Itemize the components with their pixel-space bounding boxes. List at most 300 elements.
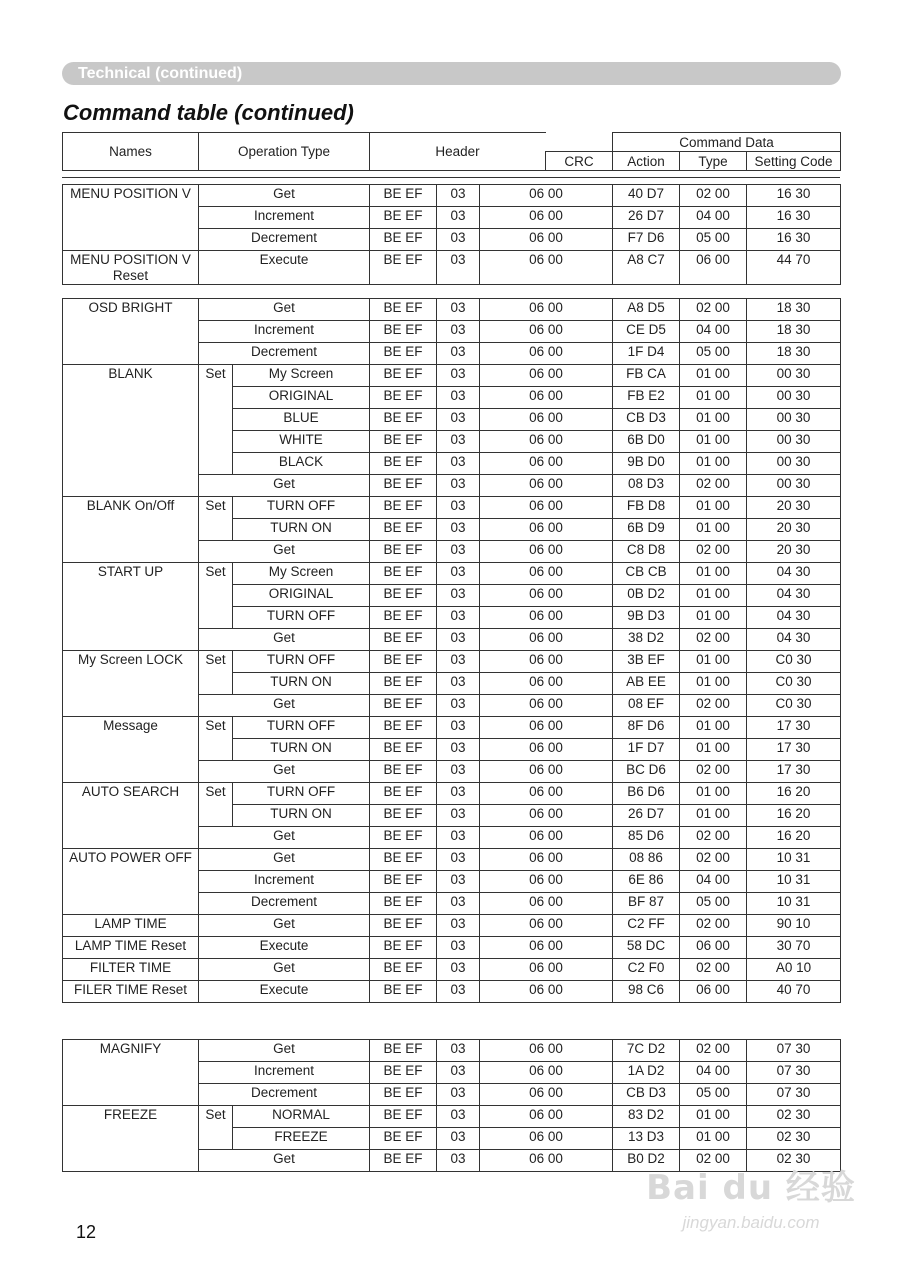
operation-value: TURN OFF bbox=[233, 783, 370, 805]
type-value: 20 30 bbox=[747, 541, 841, 563]
header-byte-3: 06 00 bbox=[480, 1040, 613, 1062]
operation-value: My Screen bbox=[233, 365, 370, 387]
header-byte-1: BE EF bbox=[370, 1128, 437, 1150]
table-row bbox=[63, 717, 841, 739]
header-byte-3: 06 00 bbox=[480, 1106, 613, 1128]
header-byte-2: 03 bbox=[437, 739, 480, 761]
type-value: 10 31 bbox=[747, 893, 841, 915]
action-value: 01 00 bbox=[680, 387, 747, 409]
action-value: 01 00 bbox=[680, 783, 747, 805]
type-value: 00 30 bbox=[747, 453, 841, 475]
type-value: 07 30 bbox=[747, 1062, 841, 1084]
header-byte-1: BE EF bbox=[370, 541, 437, 563]
header-byte-2: 03 bbox=[437, 1150, 480, 1172]
header-byte-1: BE EF bbox=[370, 387, 437, 409]
operation-value: Get bbox=[199, 827, 370, 849]
header-byte-3: 06 00 bbox=[480, 585, 613, 607]
header-byte-3: 06 00 bbox=[480, 409, 613, 431]
type-header: Type bbox=[680, 152, 747, 171]
header-byte-2: 03 bbox=[437, 871, 480, 893]
crc-value: BF 87 bbox=[613, 893, 680, 915]
crc-value: 6B D0 bbox=[613, 431, 680, 453]
action-value: 01 00 bbox=[680, 1106, 747, 1128]
operation-value: WHITE bbox=[233, 431, 370, 453]
action-value: 02 00 bbox=[680, 475, 747, 497]
type-value: 17 30 bbox=[747, 761, 841, 783]
header-header: Header bbox=[370, 133, 546, 171]
header-byte-1: BE EF bbox=[370, 1040, 437, 1062]
table-row bbox=[63, 981, 841, 1003]
header-byte-1: BE EF bbox=[370, 629, 437, 651]
header-byte-3: 06 00 bbox=[480, 915, 613, 937]
operation-value: TURN ON bbox=[233, 739, 370, 761]
crc-value: C8 D8 bbox=[613, 541, 680, 563]
header-byte-3: 06 00 bbox=[480, 783, 613, 805]
header-byte-1: BE EF bbox=[370, 739, 437, 761]
type-value: A0 10 bbox=[747, 959, 841, 981]
header-byte-1: BE EF bbox=[370, 365, 437, 387]
crc-value: 98 C6 bbox=[613, 981, 680, 1003]
header-divider bbox=[62, 177, 840, 178]
crc-value: 40 D7 bbox=[613, 185, 680, 207]
set-label: Set bbox=[199, 365, 233, 475]
header-byte-2: 03 bbox=[437, 387, 480, 409]
table-row bbox=[63, 185, 841, 207]
header-byte-2: 03 bbox=[437, 1062, 480, 1084]
setting-code-header: Setting Code bbox=[747, 152, 841, 171]
header-byte-2: 03 bbox=[437, 893, 480, 915]
action-value: 02 00 bbox=[680, 761, 747, 783]
header-byte-2: 03 bbox=[437, 607, 480, 629]
header-byte-3: 06 00 bbox=[480, 827, 613, 849]
header-byte-1: BE EF bbox=[370, 893, 437, 915]
crc-value: CB D3 bbox=[613, 1084, 680, 1106]
crc-value: 0B D2 bbox=[613, 585, 680, 607]
action-value: 02 00 bbox=[680, 1040, 747, 1062]
type-value: 04 30 bbox=[747, 585, 841, 607]
command-name: BLANK On/Off bbox=[63, 497, 199, 563]
set-label: Set bbox=[199, 783, 233, 827]
command-table bbox=[62, 298, 841, 1003]
table-row bbox=[63, 849, 841, 871]
set-label: Set bbox=[199, 1106, 233, 1150]
watermark bbox=[646, 1160, 856, 1250]
header-byte-1: BE EF bbox=[370, 321, 437, 343]
header-byte-2: 03 bbox=[437, 299, 480, 321]
header-byte-2: 03 bbox=[437, 805, 480, 827]
crc-value: 1F D4 bbox=[613, 343, 680, 365]
crc-value: C2 F0 bbox=[613, 959, 680, 981]
header-byte-2: 03 bbox=[437, 519, 480, 541]
action-value: 01 00 bbox=[680, 673, 747, 695]
header-byte-3: 06 00 bbox=[480, 1084, 613, 1106]
crc-value: 26 D7 bbox=[613, 207, 680, 229]
type-value: 18 30 bbox=[747, 321, 841, 343]
operation-value: Get bbox=[199, 695, 370, 717]
header-byte-1: BE EF bbox=[370, 343, 437, 365]
header-byte-3: 06 00 bbox=[480, 893, 613, 915]
header-byte-3: 06 00 bbox=[480, 937, 613, 959]
action-value: 02 00 bbox=[680, 915, 747, 937]
crc-value: 08 86 bbox=[613, 849, 680, 871]
type-value: 18 30 bbox=[747, 343, 841, 365]
header-byte-3: 06 00 bbox=[480, 453, 613, 475]
action-value: 01 00 bbox=[680, 607, 747, 629]
crc-header: CRC bbox=[546, 152, 613, 171]
header-byte-2: 03 bbox=[437, 673, 480, 695]
header-byte-1: BE EF bbox=[370, 585, 437, 607]
header-byte-2: 03 bbox=[437, 1128, 480, 1150]
header-byte-3: 06 00 bbox=[480, 1062, 613, 1084]
header-byte-1: BE EF bbox=[370, 761, 437, 783]
header-byte-1: BE EF bbox=[370, 717, 437, 739]
header-byte-3: 06 00 bbox=[480, 207, 613, 229]
crc-value: A8 D5 bbox=[613, 299, 680, 321]
header-byte-1: BE EF bbox=[370, 1062, 437, 1084]
crc-value: 13 D3 bbox=[613, 1128, 680, 1150]
header-byte-2: 03 bbox=[437, 1040, 480, 1062]
section-title: Technical (continued) bbox=[78, 65, 243, 82]
operation-value: ORIGINAL bbox=[233, 585, 370, 607]
header-byte-3: 06 00 bbox=[480, 365, 613, 387]
page-title: Command table (continued) bbox=[63, 100, 354, 125]
header-byte-1: BE EF bbox=[370, 915, 437, 937]
type-value: 16 30 bbox=[747, 207, 841, 229]
table-row bbox=[63, 1040, 841, 1062]
type-value: 16 20 bbox=[747, 827, 841, 849]
header-byte-2: 03 bbox=[437, 497, 480, 519]
set-label: Set bbox=[199, 651, 233, 695]
crc-value: 9B D0 bbox=[613, 453, 680, 475]
table-row bbox=[63, 915, 841, 937]
page-number: 12 bbox=[76, 1222, 97, 1242]
command-name: FILER TIME Reset bbox=[63, 981, 199, 1003]
type-value: 16 20 bbox=[747, 805, 841, 827]
header-byte-1: BE EF bbox=[370, 1084, 437, 1106]
type-value: 04 30 bbox=[747, 563, 841, 585]
action-value: 01 00 bbox=[680, 1128, 747, 1150]
names-header: Names bbox=[63, 133, 199, 171]
table-row bbox=[63, 1106, 841, 1128]
operation-value: Increment bbox=[199, 1062, 370, 1084]
action-value: 02 00 bbox=[680, 959, 747, 981]
action-value: 05 00 bbox=[680, 343, 747, 365]
type-value: 16 30 bbox=[747, 229, 841, 251]
type-value: 18 30 bbox=[747, 299, 841, 321]
operation-value: TURN ON bbox=[233, 805, 370, 827]
operation-value: TURN OFF bbox=[233, 497, 370, 519]
header-byte-1: BE EF bbox=[370, 409, 437, 431]
action-value: 02 00 bbox=[680, 849, 747, 871]
type-value: 00 30 bbox=[747, 431, 841, 453]
header-byte-2: 03 bbox=[437, 185, 480, 207]
header-byte-2: 03 bbox=[437, 475, 480, 497]
table-row bbox=[63, 251, 841, 285]
table-row bbox=[63, 299, 841, 321]
command-name: START UP bbox=[63, 563, 199, 651]
type-value: 10 31 bbox=[747, 871, 841, 893]
header-byte-2: 03 bbox=[437, 761, 480, 783]
crc-value: 83 D2 bbox=[613, 1106, 680, 1128]
command-data-header: Command Data bbox=[613, 133, 841, 152]
table-row bbox=[63, 365, 841, 387]
crc-value: B6 D6 bbox=[613, 783, 680, 805]
operation-value: Decrement bbox=[199, 1084, 370, 1106]
command-name: LAMP TIME bbox=[63, 915, 199, 937]
header-byte-1: BE EF bbox=[370, 871, 437, 893]
command-name: MAGNIFY bbox=[63, 1040, 199, 1106]
header-byte-2: 03 bbox=[437, 563, 480, 585]
action-value: 01 00 bbox=[680, 585, 747, 607]
header-byte-3: 06 00 bbox=[480, 651, 613, 673]
operation-value: Get bbox=[199, 185, 370, 207]
crc-value: 9B D3 bbox=[613, 607, 680, 629]
operation-value: Get bbox=[199, 1040, 370, 1062]
operation-value: NORMAL bbox=[233, 1106, 370, 1128]
header-byte-3: 06 00 bbox=[480, 717, 613, 739]
type-value: 20 30 bbox=[747, 497, 841, 519]
header-byte-3: 06 00 bbox=[480, 475, 613, 497]
table-row bbox=[63, 497, 841, 519]
operation-value: TURN ON bbox=[233, 673, 370, 695]
header-byte-1: BE EF bbox=[370, 299, 437, 321]
header-byte-1: BE EF bbox=[370, 827, 437, 849]
operation-value: FREEZE bbox=[233, 1128, 370, 1150]
operation-type-header: Operation Type bbox=[199, 133, 370, 171]
action-value: 05 00 bbox=[680, 893, 747, 915]
crc-value: CB CB bbox=[613, 563, 680, 585]
type-value: C0 30 bbox=[747, 651, 841, 673]
header-byte-3: 06 00 bbox=[480, 1128, 613, 1150]
crc-value: CE D5 bbox=[613, 321, 680, 343]
header-byte-1: BE EF bbox=[370, 805, 437, 827]
header-byte-3: 06 00 bbox=[480, 321, 613, 343]
header-byte-3: 06 00 bbox=[480, 871, 613, 893]
command-name: FREEZE bbox=[63, 1106, 199, 1172]
type-value: 00 30 bbox=[747, 475, 841, 497]
crc-value: 38 D2 bbox=[613, 629, 680, 651]
header-byte-1: BE EF bbox=[370, 497, 437, 519]
action-value: 01 00 bbox=[680, 651, 747, 673]
header-byte-2: 03 bbox=[437, 937, 480, 959]
header-byte-2: 03 bbox=[437, 959, 480, 981]
header-byte-3: 06 00 bbox=[480, 229, 613, 251]
header-byte-1: BE EF bbox=[370, 563, 437, 585]
table-row bbox=[63, 651, 841, 673]
header-byte-2: 03 bbox=[437, 1106, 480, 1128]
header-byte-2: 03 bbox=[437, 585, 480, 607]
crc-value: 85 D6 bbox=[613, 827, 680, 849]
header-byte-2: 03 bbox=[437, 431, 480, 453]
action-value: 01 00 bbox=[680, 497, 747, 519]
action-value: 01 00 bbox=[680, 519, 747, 541]
command-name: MENU POSITION V bbox=[63, 185, 199, 251]
header-byte-3: 06 00 bbox=[480, 849, 613, 871]
action-value: 02 00 bbox=[680, 695, 747, 717]
type-value: 17 30 bbox=[747, 717, 841, 739]
header-byte-2: 03 bbox=[437, 717, 480, 739]
command-name: AUTO POWER OFF bbox=[63, 849, 199, 915]
crc-value: 7C D2 bbox=[613, 1040, 680, 1062]
command-name: BLANK bbox=[63, 365, 199, 497]
header-byte-1: BE EF bbox=[370, 1106, 437, 1128]
crc-value: F7 D6 bbox=[613, 229, 680, 251]
action-value: 01 00 bbox=[680, 431, 747, 453]
header-byte-1: BE EF bbox=[370, 519, 437, 541]
type-value: 00 30 bbox=[747, 409, 841, 431]
header-byte-2: 03 bbox=[437, 1084, 480, 1106]
operation-value: Decrement bbox=[199, 893, 370, 915]
operation-value: Decrement bbox=[199, 343, 370, 365]
operation-value: My Screen bbox=[233, 563, 370, 585]
command-name: OSD BRIGHT bbox=[63, 299, 199, 365]
header-byte-2: 03 bbox=[437, 827, 480, 849]
header-byte-3: 06 00 bbox=[480, 563, 613, 585]
section-bar bbox=[62, 62, 841, 85]
header-byte-2: 03 bbox=[437, 629, 480, 651]
header-byte-1: BE EF bbox=[370, 981, 437, 1003]
header-byte-2: 03 bbox=[437, 321, 480, 343]
operation-value: Get bbox=[199, 1150, 370, 1172]
type-value: 16 20 bbox=[747, 783, 841, 805]
command-name: LAMP TIME Reset bbox=[63, 937, 199, 959]
header-byte-3: 06 00 bbox=[480, 607, 613, 629]
type-value: 04 30 bbox=[747, 607, 841, 629]
header-byte-2: 03 bbox=[437, 343, 480, 365]
action-value: 06 00 bbox=[680, 251, 747, 285]
action-value: 02 00 bbox=[680, 629, 747, 651]
crc-value: FB CA bbox=[613, 365, 680, 387]
header-byte-1: BE EF bbox=[370, 959, 437, 981]
header-byte-3: 06 00 bbox=[480, 739, 613, 761]
watermark-url: jingyan.baidu.com bbox=[682, 1213, 820, 1232]
header-byte-2: 03 bbox=[437, 651, 480, 673]
header-byte-3: 06 00 bbox=[480, 981, 613, 1003]
type-value: 00 30 bbox=[747, 365, 841, 387]
type-value: C0 30 bbox=[747, 695, 841, 717]
action-value: 01 00 bbox=[680, 563, 747, 585]
operation-value: Get bbox=[199, 761, 370, 783]
command-name: My Screen LOCK bbox=[63, 651, 199, 717]
header-byte-2: 03 bbox=[437, 229, 480, 251]
crc-spacer bbox=[546, 133, 613, 152]
crc-value: A8 C7 bbox=[613, 251, 680, 285]
operation-value: Execute bbox=[199, 937, 370, 959]
operation-value: Get bbox=[199, 541, 370, 563]
action-value: 04 00 bbox=[680, 1062, 747, 1084]
header-byte-1: BE EF bbox=[370, 849, 437, 871]
crc-value: FB D8 bbox=[613, 497, 680, 519]
header-byte-1: BE EF bbox=[370, 783, 437, 805]
action-value: 02 00 bbox=[680, 541, 747, 563]
action-header: Action bbox=[613, 152, 680, 171]
operation-value: Increment bbox=[199, 207, 370, 229]
action-value: 04 00 bbox=[680, 207, 747, 229]
crc-value: 58 DC bbox=[613, 937, 680, 959]
type-value: 20 30 bbox=[747, 519, 841, 541]
crc-value: 6E 86 bbox=[613, 871, 680, 893]
operation-value: Increment bbox=[199, 871, 370, 893]
action-value: 05 00 bbox=[680, 1084, 747, 1106]
action-value: 05 00 bbox=[680, 229, 747, 251]
crc-value: FB E2 bbox=[613, 387, 680, 409]
header-byte-2: 03 bbox=[437, 409, 480, 431]
header-byte-3: 06 00 bbox=[480, 497, 613, 519]
table-row bbox=[63, 937, 841, 959]
crc-value: C2 FF bbox=[613, 915, 680, 937]
type-value: 10 31 bbox=[747, 849, 841, 871]
operation-value: Get bbox=[199, 959, 370, 981]
type-value: 07 30 bbox=[747, 1084, 841, 1106]
header-byte-1: BE EF bbox=[370, 431, 437, 453]
crc-value: BC D6 bbox=[613, 761, 680, 783]
column-header-table bbox=[62, 132, 841, 171]
operation-value: Get bbox=[199, 299, 370, 321]
operation-value: Get bbox=[199, 849, 370, 871]
header-byte-1: BE EF bbox=[370, 229, 437, 251]
table-row bbox=[63, 783, 841, 805]
crc-value: 6B D9 bbox=[613, 519, 680, 541]
header-byte-2: 03 bbox=[437, 251, 480, 285]
command-table bbox=[62, 184, 841, 285]
operation-value: TURN OFF bbox=[233, 607, 370, 629]
header-byte-1: BE EF bbox=[370, 651, 437, 673]
command-name: Message bbox=[63, 717, 199, 783]
header-byte-3: 06 00 bbox=[480, 251, 613, 285]
table-row bbox=[63, 563, 841, 585]
type-value: 90 10 bbox=[747, 915, 841, 937]
header-byte-1: BE EF bbox=[370, 937, 437, 959]
operation-value: Get bbox=[199, 629, 370, 651]
header-byte-3: 06 00 bbox=[480, 695, 613, 717]
set-label: Set bbox=[199, 717, 233, 761]
type-value: 17 30 bbox=[747, 739, 841, 761]
header-byte-3: 06 00 bbox=[480, 541, 613, 563]
type-value: 07 30 bbox=[747, 1040, 841, 1062]
type-value: 30 70 bbox=[747, 937, 841, 959]
operation-value: TURN ON bbox=[233, 519, 370, 541]
type-value: 02 30 bbox=[747, 1128, 841, 1150]
operation-value: ORIGINAL bbox=[233, 387, 370, 409]
type-value: 40 70 bbox=[747, 981, 841, 1003]
header-byte-3: 06 00 bbox=[480, 805, 613, 827]
operation-value: TURN OFF bbox=[233, 651, 370, 673]
header-byte-1: BE EF bbox=[370, 673, 437, 695]
operation-value: Get bbox=[199, 475, 370, 497]
action-value: 06 00 bbox=[680, 937, 747, 959]
header-byte-1: BE EF bbox=[370, 475, 437, 497]
command-name: AUTO SEARCH bbox=[63, 783, 199, 849]
type-value: 04 30 bbox=[747, 629, 841, 651]
operation-value: Decrement bbox=[199, 229, 370, 251]
type-value: 02 30 bbox=[747, 1106, 841, 1128]
action-value: 01 00 bbox=[680, 717, 747, 739]
header-byte-3: 06 00 bbox=[480, 959, 613, 981]
header-byte-3: 06 00 bbox=[480, 299, 613, 321]
table-row bbox=[63, 959, 841, 981]
action-value: 01 00 bbox=[680, 409, 747, 431]
command-table bbox=[62, 1039, 841, 1172]
header-byte-3: 06 00 bbox=[480, 629, 613, 651]
header-byte-3: 06 00 bbox=[480, 343, 613, 365]
crc-value: 1A D2 bbox=[613, 1062, 680, 1084]
operation-value: Execute bbox=[199, 981, 370, 1003]
header-byte-3: 06 00 bbox=[480, 431, 613, 453]
header-byte-2: 03 bbox=[437, 915, 480, 937]
operation-value: BLACK bbox=[233, 453, 370, 475]
header-byte-2: 03 bbox=[437, 783, 480, 805]
crc-value: CB D3 bbox=[613, 409, 680, 431]
